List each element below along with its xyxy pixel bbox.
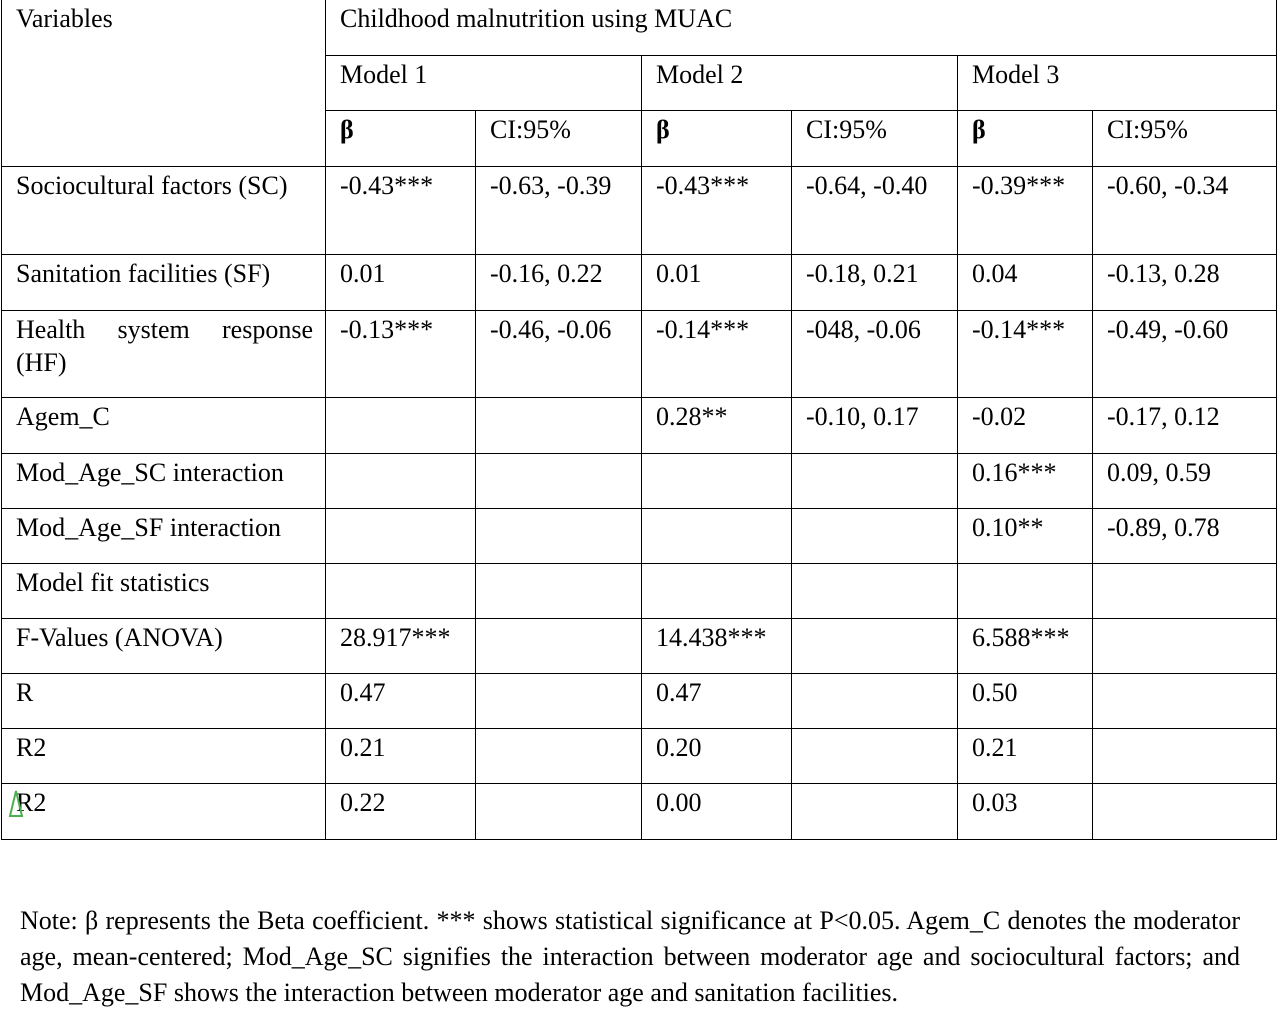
table-cell [1093, 564, 1277, 619]
table-row [2, 509, 1277, 564]
table-cell: -048, -0.06 [792, 311, 958, 398]
table-cell [476, 564, 642, 619]
table-cell: -0.16, 0.22 [476, 255, 642, 311]
table-cell [1093, 784, 1277, 840]
header-model-2: Model 2 [642, 56, 958, 111]
table-cell: 6.588*** [958, 619, 1093, 674]
row-label: R2 [2, 729, 326, 784]
row-label: R2 [16, 788, 47, 817]
table-cell [958, 564, 1093, 619]
table-cell [476, 619, 642, 674]
table-cell: -0.49, -0.60 [1093, 311, 1277, 398]
table-cell [326, 509, 476, 564]
header-beta-1: β [326, 111, 476, 167]
row-label: Model fit statistics [2, 564, 326, 619]
header-variables: Variables [2, 0, 326, 167]
header-model-1: Model 1 [326, 56, 642, 111]
table-cell [476, 674, 642, 729]
table-row [2, 398, 1277, 454]
row-label: Agem_C [2, 398, 326, 454]
table-note: Note: β represents the Beta coefficient. *** shows statistical significance at P<0.05. Agem_C denotes the moderator age, mean-centered; Mod_Age_SC signifies the interaction between moderator age and sociocultural factors; and Mod_Age_SF shows the interaction between moderator age and sanitation facilities. [20, 906, 1240, 1007]
row-label-delta [2, 784, 326, 840]
header-ci-3: CI:95% [1093, 111, 1277, 167]
table-row [2, 674, 1277, 729]
table-cell [792, 784, 958, 840]
table-cell: -0.18, 0.21 [792, 255, 958, 311]
table-cell [792, 509, 958, 564]
table-cell: 0.20 [642, 729, 792, 784]
table-cell: 0.09, 0.59 [1093, 454, 1277, 509]
table-cell [476, 784, 642, 840]
row-label: F-Values (ANOVA) [2, 619, 326, 674]
table-cell: 0.47 [326, 674, 476, 729]
table-cell [476, 509, 642, 564]
table-cell: -0.63, -0.39 [476, 167, 642, 255]
delta-label-wrap [16, 786, 46, 819]
table-row [2, 784, 1277, 840]
table-cell: -0.43*** [326, 167, 476, 255]
table-cell [792, 454, 958, 509]
table-cell: -0.43*** [642, 167, 792, 255]
header-ci-2: CI:95% [792, 111, 958, 167]
table-cell [642, 564, 792, 619]
table-row [2, 454, 1277, 509]
table-cell [476, 454, 642, 509]
header-ci-1: CI:95% [476, 111, 642, 167]
table-cell: -0.46, -0.06 [476, 311, 642, 398]
header-model-3: Model 3 [958, 56, 1277, 111]
table-cell [1093, 619, 1277, 674]
table-row [2, 255, 1277, 311]
table-cell: 0.10** [958, 509, 1093, 564]
header-beta-3: β [958, 111, 1093, 167]
table-cell [326, 454, 476, 509]
header-row-outcome [2, 0, 1277, 56]
table-cell: -0.14*** [958, 311, 1093, 398]
table-row [2, 167, 1277, 255]
table-cell: 14.438*** [642, 619, 792, 674]
table-cell [792, 619, 958, 674]
table-cell: -0.64, -0.40 [792, 167, 958, 255]
row-label: Mod_Age_SF interaction [2, 509, 326, 564]
header-outcome: Childhood malnutrition using MUAC [326, 0, 1277, 56]
table-cell: -0.13*** [326, 311, 476, 398]
table-cell [476, 398, 642, 454]
table-cell: 0.16*** [958, 454, 1093, 509]
table-cell: 0.03 [958, 784, 1093, 840]
table-cell [326, 564, 476, 619]
row-label: Health system response (HF) [2, 311, 326, 398]
table-cell [642, 509, 792, 564]
table-cell: 0.50 [958, 674, 1093, 729]
table-row [2, 564, 1277, 619]
table-cell [792, 729, 958, 784]
row-label: Sociocultural factors (SC) [2, 167, 326, 255]
table-cell: 28.917*** [326, 619, 476, 674]
table-cell [642, 454, 792, 509]
row-label: Sanitation facilities (SF) [2, 255, 326, 311]
table-cell: 0.28** [642, 398, 792, 454]
table-cell: 0.47 [642, 674, 792, 729]
table-cell: -0.02 [958, 398, 1093, 454]
table-cell: -0.17, 0.12 [1093, 398, 1277, 454]
table-cell [792, 564, 958, 619]
table-cell: -0.89, 0.78 [1093, 509, 1277, 564]
table-cell: 0.21 [326, 729, 476, 784]
table-row [2, 619, 1277, 674]
row-label: R [2, 674, 326, 729]
table-row [2, 729, 1277, 784]
table-cell [1093, 729, 1277, 784]
table-row [2, 311, 1277, 398]
table-cell: -0.13, 0.28 [1093, 255, 1277, 311]
table-cell [476, 729, 642, 784]
table-cell: -0.60, -0.34 [1093, 167, 1277, 255]
table-cell: -0.14*** [642, 311, 792, 398]
delta-icon [8, 788, 24, 818]
row-label: Mod_Age_SC interaction [2, 454, 326, 509]
table-cell: 0.04 [958, 255, 1093, 311]
table-cell [1093, 674, 1277, 729]
table-cell: 0.01 [326, 255, 476, 311]
table-cell [326, 398, 476, 454]
table-cell [792, 674, 958, 729]
table-cell: 0.21 [958, 729, 1093, 784]
results-table [1, 0, 1277, 840]
table-cell: 0.00 [642, 784, 792, 840]
table-cell: 0.01 [642, 255, 792, 311]
table-cell: -0.39*** [958, 167, 1093, 255]
table-cell: 0.22 [326, 784, 476, 840]
table-cell: -0.10, 0.17 [792, 398, 958, 454]
header-beta-2: β [642, 111, 792, 167]
